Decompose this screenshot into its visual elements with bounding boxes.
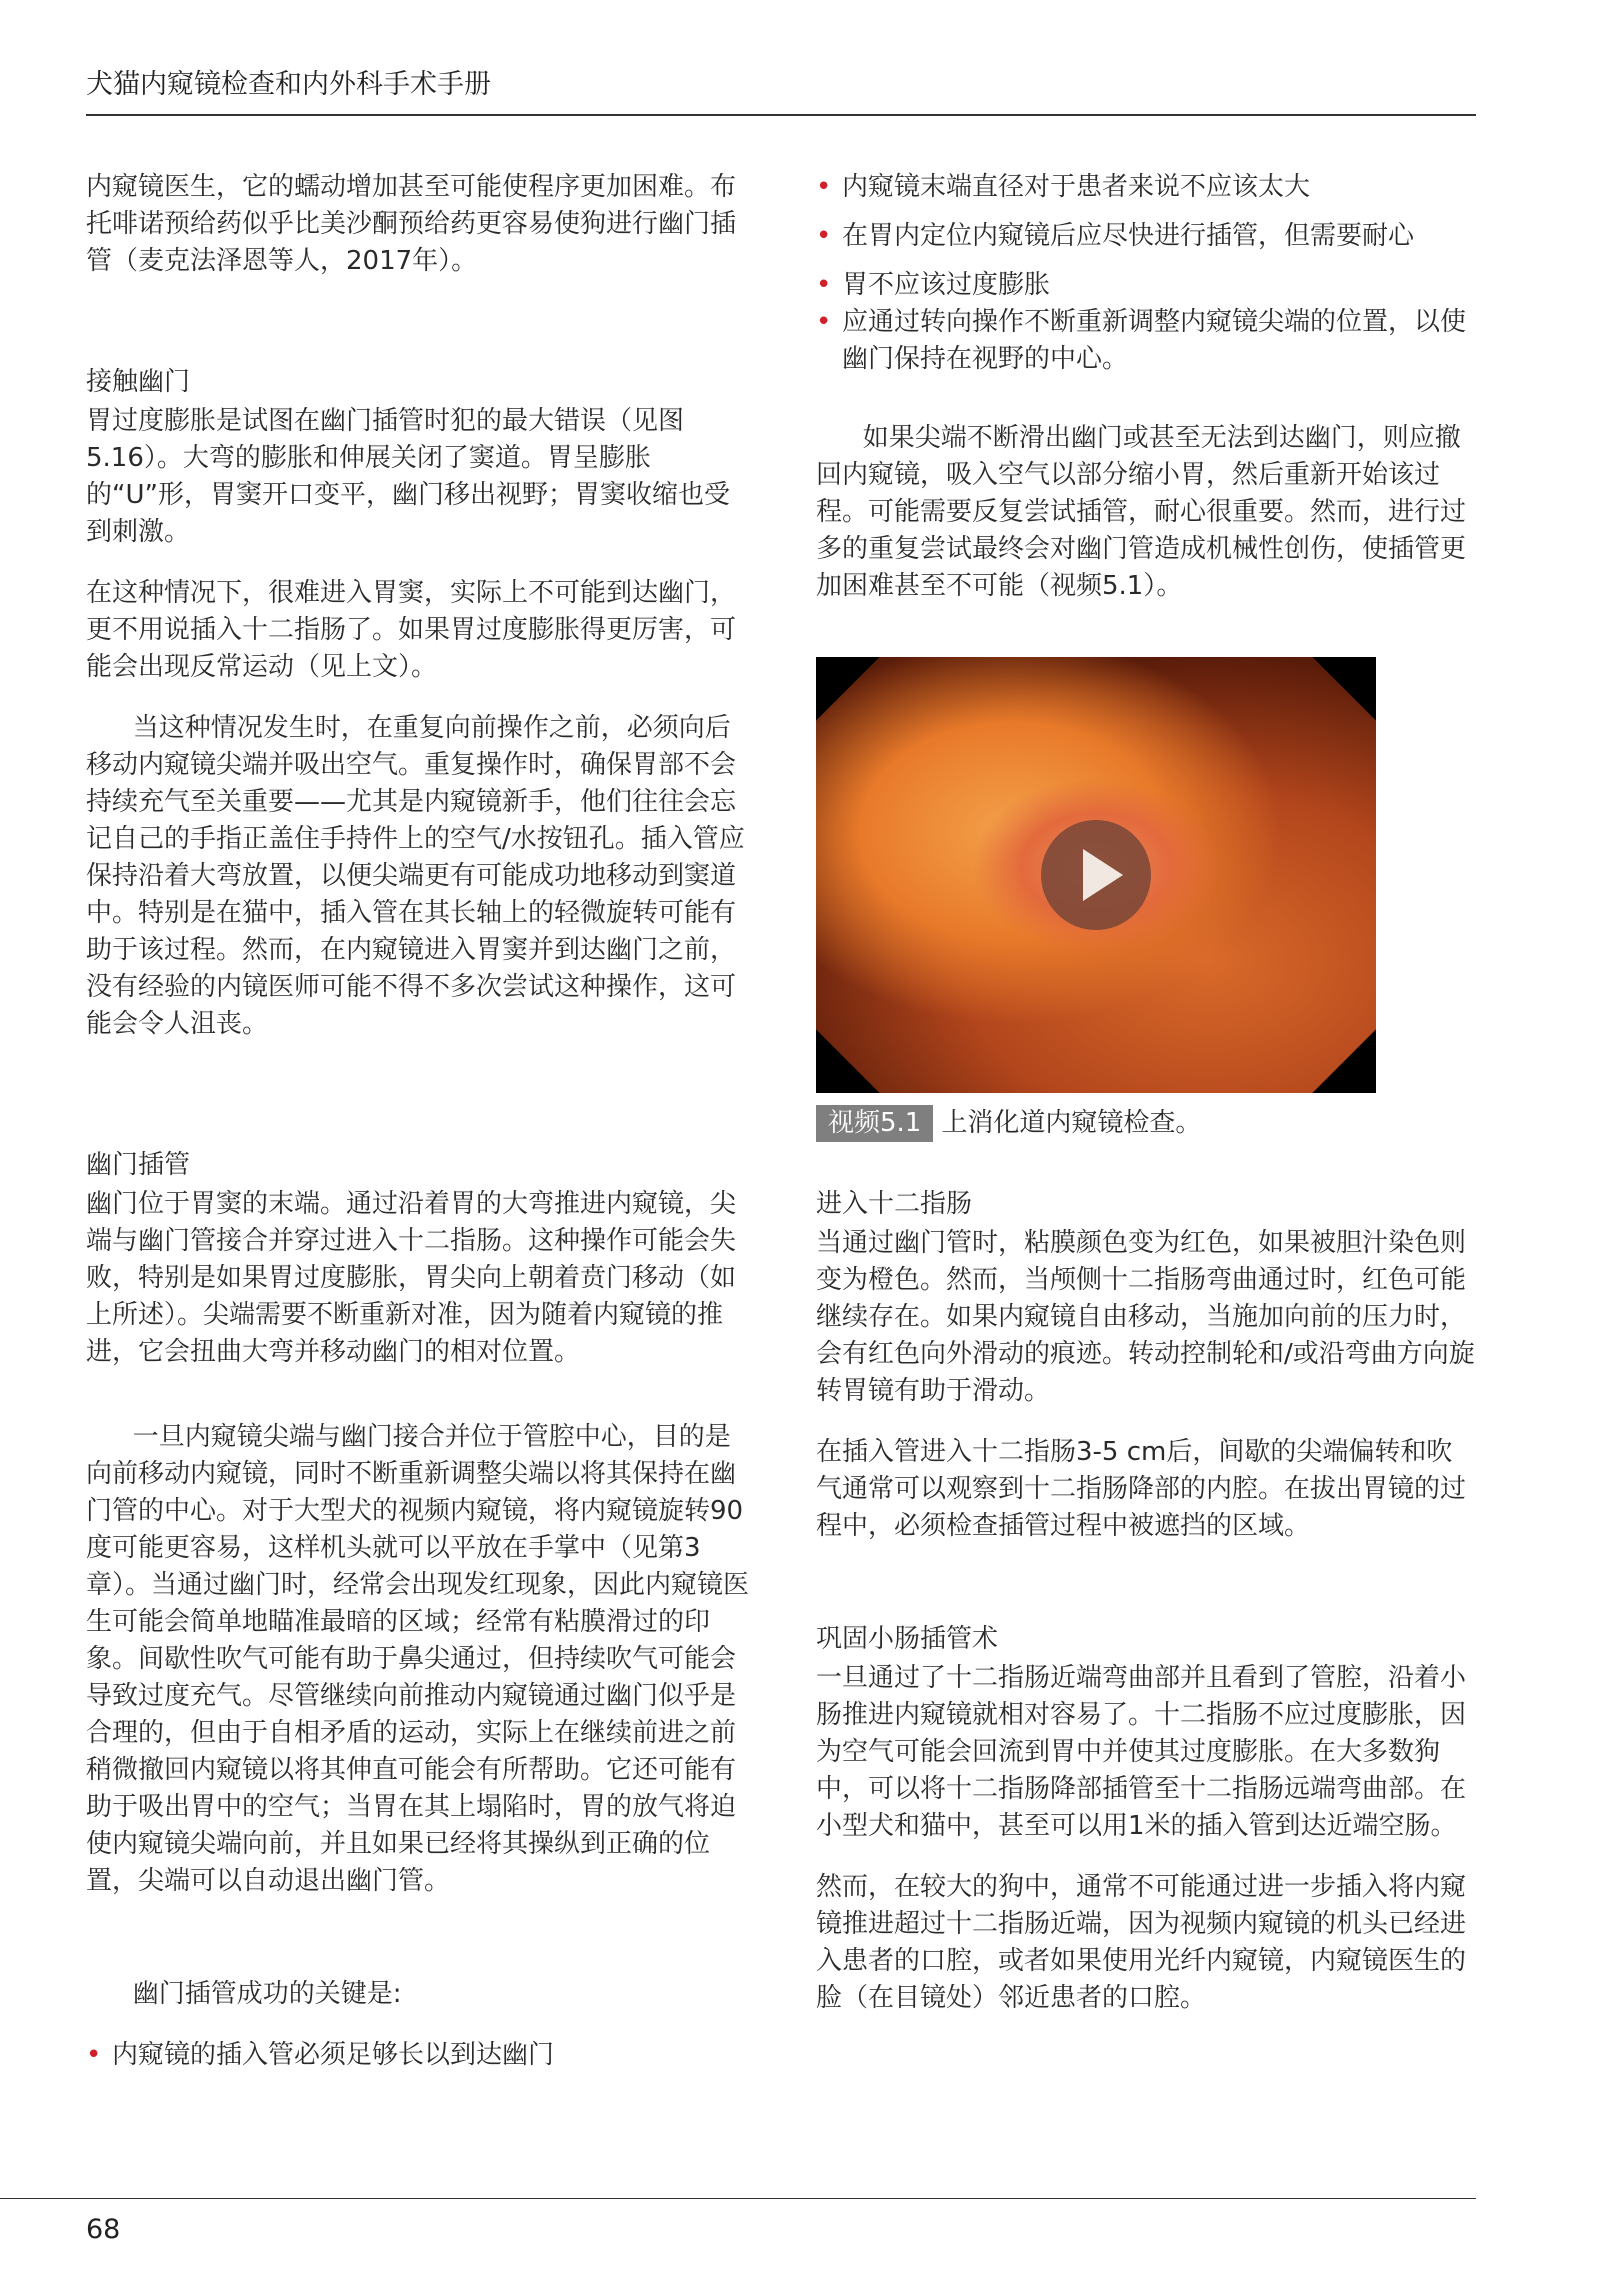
- bullet-dot-icon: •: [816, 172, 832, 202]
- bullet-list: [816, 169, 1476, 378]
- keys-intro: 幽门插管成功的关键是:: [132, 1979, 402, 2009]
- section-heading-small-intestine: 巩固小肠插管术: [816, 1624, 999, 1654]
- paragraph: 一旦通过了十二指肠近端弯曲部并且看到了管腔，沿着小肠推进内窥镜就相对容易了。十二指肠不应过度膨胀，因为空气可能会回流到胃中并使其过度膨胀。在大多数狗中，可以将十二指肠降部插管至十二指肠远端弯曲部。在小型犬和猫中，甚至可以用1米的插入管到达近端空肠。: [816, 1663, 1467, 1841]
- list-item: • 在胃内定位内窥镜后应尽快进行插管，但需要耐心: [816, 218, 1476, 255]
- paragraph: 然而，在较大的狗中，通常不可能通过进一步插入将内窥镜推进超过十二指肠近端，因为视频内窥镜的机头已经进入患者的口腔，或者如果使用光纤内窥镜，内窥镜医生的脸（在目镜处）邻近患者的口腔。: [816, 1872, 1467, 2013]
- bullet-list: [86, 2037, 752, 2074]
- right-column: [816, 169, 1476, 2041]
- header-divider: [86, 114, 1476, 116]
- paragraph: 当通过幽门管时，粘膜颜色变为红色，如果被胆汁染色则变为橙色。然而，当颅侧十二指肠弯曲通过时，红色可能继续存在。如果内窥镜自由移动，当施加向前的压力时，会有红色向外滑动的痕迹。转动控制轮和/或沿弯曲方向旋转胃镜有助于滑动。: [816, 1228, 1475, 1406]
- section-heading-enter-duodenum: 进入十二指肠: [816, 1189, 973, 1219]
- paragraph: 在插入管进入十二指肠3-5 cm后，间歇的尖端偏转和吹气通常可以观察到十二指肠降部的内腔。在拔出胃镜的过程中，必须检查插管过程中被遮挡的区域。: [816, 1437, 1467, 1541]
- video-label-badge: 视频5.1: [816, 1105, 933, 1142]
- page-number: 68: [86, 2214, 121, 2245]
- list-item: • 胃不应该过度膨胀: [816, 267, 1476, 304]
- bullet-dot-icon: •: [816, 270, 832, 300]
- play-icon[interactable]: [1041, 820, 1151, 930]
- list-item: • 内窥镜末端直径对于患者来说不应该太大: [816, 169, 1476, 206]
- video-player[interactable]: [816, 657, 1376, 1093]
- paragraph: 内窥镜医生，它的蠕动增加甚至可能使程序更加困难。布托啡诺预给药似乎比美沙酮预给药更容易使狗进行幽门插管（麦克法泽恩等人，2017年）。: [86, 172, 737, 276]
- bullet-dot-icon: •: [816, 221, 832, 251]
- paragraph: 胃过度膨胀是试图在幽门插管时犯的最大错误（见图5.16）。大弯的膨胀和伸展关闭了窦道。胃呈膨胀的“U”形，胃窦开口变平，幽门移出视野；胃窦收缩也受到刺激。: [86, 406, 730, 547]
- video-caption-text: 上消化道内窥镜检查。: [941, 1108, 1202, 1138]
- list-item: • 应通过转向操作不断重新调整内窥镜尖端的位置，以使幽门保持在视野的中心。: [816, 304, 1476, 378]
- running-header: 犬猫内窥镜检查和内外科手术手册: [86, 69, 491, 100]
- bullet-dot-icon: •: [86, 2040, 102, 2070]
- left-column: [86, 169, 752, 2098]
- section-heading-pyloric-intubation: 幽门插管: [86, 1150, 191, 1180]
- footer-divider: [0, 2198, 1476, 2199]
- paragraph: 如果尖端不断滑出幽门或甚至无法到达幽门，则应撤回内窥镜，吸入空气以部分缩小胃，然后重新开始该过程。可能需要反复尝试插管，耐心很重要。然而，进行过多的重复尝试最终会对幽门管造成机械性创伤，使插管更加困难甚至不可能（视频5.1）。: [816, 423, 1467, 601]
- video-caption: [816, 1105, 1476, 1142]
- section-heading-contact-pylorus: 接触幽门: [86, 367, 191, 397]
- paragraph: 在这种情况下，很难进入胃窦，实际上不可能到达幽门，更不用说插入十二指肠了。如果胃过度膨胀得更厉害，可能会出现反常运动（见上文）。: [86, 578, 737, 682]
- paragraph: 幽门位于胃窦的末端。通过沿着胃的大弯推进内窥镜，尖端与幽门管接合并穿过进入十二指肠。这种操作可能会失败，特别是如果胃过度膨胀，胃尖向上朝着贲门移动（如上所述）。尖端需要不断重新对准，因为随着内窥镜的推进，它会扭曲大弯并移动幽门的相对位置。: [86, 1189, 737, 1367]
- list-item: • 内窥镜的插入管必须足够长以到达幽门: [86, 2037, 752, 2074]
- paragraph: 一旦内窥镜尖端与幽门接合并位于管腔中心，目的是向前移动内窥镜，同时不断重新调整尖端以将其保持在幽门管的中心。对于大型犬的视频内窥镜，将内窥镜旋转90度可能更容易，这样机头就可以平放在手掌中（见第3章）。当通过幽门时，经常会出现发红现象，因此内窥镜医生可能会简单地瞄准最暗的区域；经常有粘膜滑过的印象。间歇性吹气可能有助于鼻尖通过，但持续吹气可能会导致过度充气。尽管继续向前推动内窥镜通过幽门似乎是合理的，但由于自相矛盾的运动，实际上在继续前进之前稍微撤回内窥镜以将其伸直可能会有所帮助。它还可能有助于吸出胃中的空气；当胃在其上塌陷时，胃的放气将迫使内窥镜尖端向前，并且如果已经将其操纵到正确的位置，尖端可以自动退出幽门管。: [86, 1422, 750, 1896]
- bullet-dot-icon: •: [816, 307, 832, 337]
- paragraph: 当这种情况发生时，在重复向前操作之前，必须向后移动内窥镜尖端并吸出空气。重复操作时，确保胃部不会持续充气至关重要——尤其是内窥镜新手，他们往往会忘记自己的手指正盖住手持件上的空气/水按钮孔。插入管应保持沿着大弯放置，以便尖端更有可能成功地移动到窦道中。特别是在猫中，插入管在其长轴上的轻微旋转可能有助于该过程。然而，在内窥镜进入胃窦并到达幽门之前，没有经验的内镜医师可能不得不多次尝试这种操作，这可能会令人沮丧。: [86, 713, 745, 1039]
